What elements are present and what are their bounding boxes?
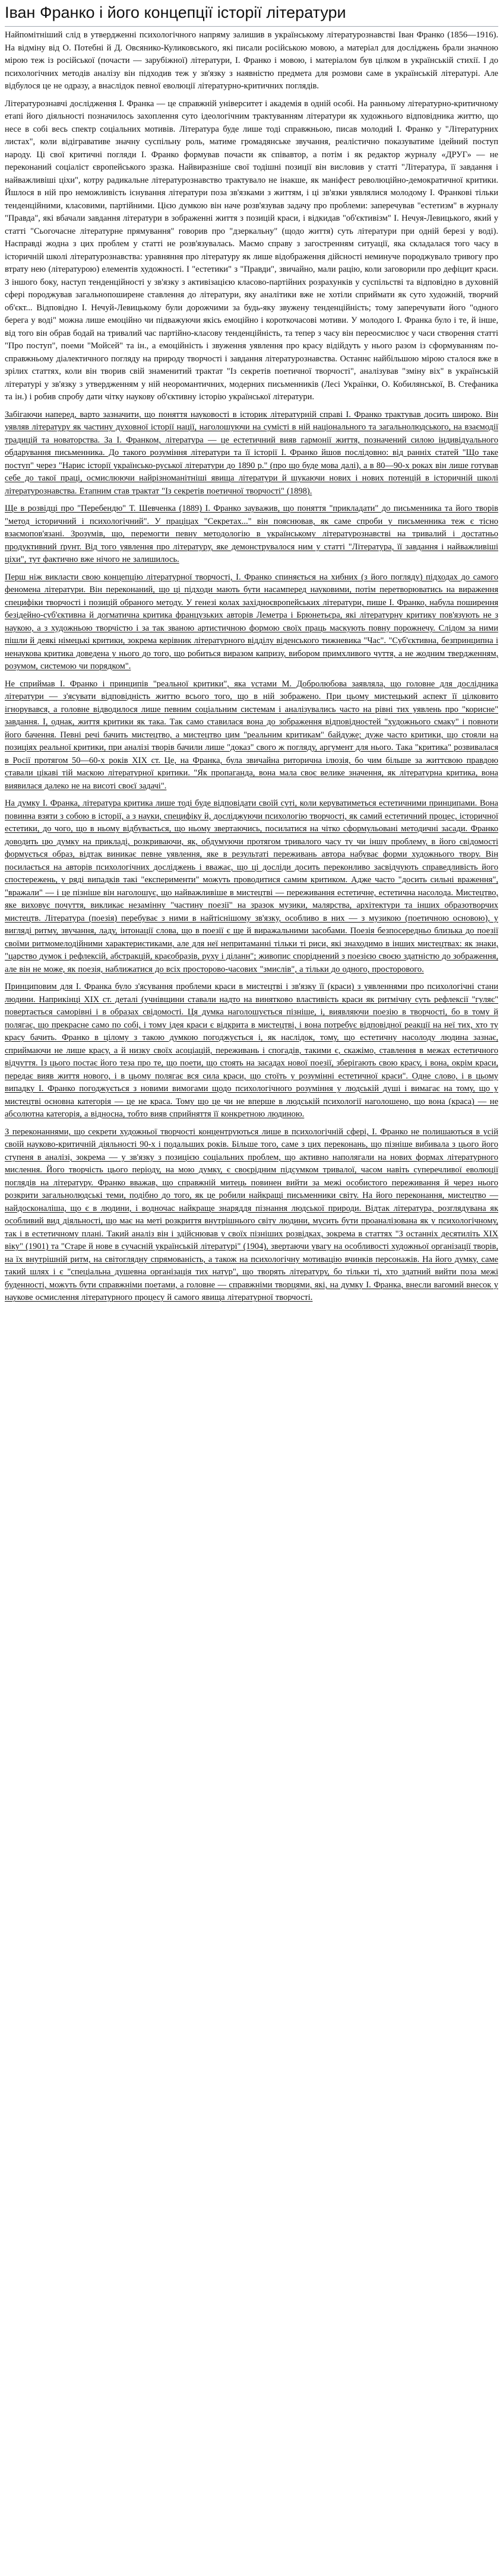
paragraph-7: На думку І. Франка, література критика лише тоді буде відповідати своїй суті, коли керуватиметься естетичними принципами. Вона повинна взяти з собою в історії, а з науки, специфіку й, досліджуючи психологію творчості, як самий естетичний процес, історичної естетики, до чого, що в ньому відбувається, що ньому звертаючись, посилатися на чітко сформульовані методичні засади. Франко доводить цю думку на прикладі, розкриваючи, як, обдумуючи протягом тривалого часу ту чи іншу проблему, в його свідомості формується образ, відтак виникає певне уявлення, яке в результаті переживань автора набуває форми художнього твору. Він посилається на авторів психологічних досліджень і вважає, що ці досліди досить переконливо засвідчують справедливість його спостережень, у ряді випадків такі "експерименти" можуть проводитися самим критиком. Адже часто "досить сильні враження", "вражали" — і це пізніше він наголошує, що найважливіше в мистецтві — переживання естетичне, естетична насолода. Мистецтво, яке виховує почуття, викликає незамінну "частину поезії" на зразок музики, малярства, архітектури та інших образотворчих мистецтв. Література (поезія) перебуває з ними в найтіснішому зв'язку, особливо в них — з музикою (поетичною основою), у вигляді ритму, звучання, ладу, інтонації слова, що в поезії є ще й виражальними засобами. Поезія безпосередньо близька до поезії своїми ритмомелодійними характеристиками, але для неї непритаманні тільки ті риси, які знаходимо в інших мистецтвах: як знаки, "царство думок і рефлексій, абстракцій, краєобразів, руху і діланн"; живопис споріднений з поезією своєю здатністю до зображення, але він не може, як поезія, наближатися до всіх просторово-часових "змислів", а тільки до одного, просторового. [5,799,498,974]
paragraph-6: Не сприймав І. Франко і принципів "реальної критики", яка устами М. Добролюбова заявляла, що головне для дослідника літератури — з'ясувати відповідність життю всього того, що в ній зображено. При цьому мистецький аспект її цілковито ігнорувався, а головне відводилося лише певним соціальним системам і аналізувались часто на рівні тих уявлень про "корисне" завдання. І, однак, життя критики як така. Так само ставилася вона до зображення відповідностей "художнього смаку" і повноти його бачення. Певні речі бачить мистецтво, а мистецтво цим "реальним критикам" байдуже; дуже часто критики, що стояли на позиціях реальної критики, при аналізі творів бачили лише "доказ" свого ж погляду, аргумент для нього. Така "критика" розвивалася в Росії протягом 50—60-х років XIX ст. Це, на Франка, була звичайна риторична ілюзія, бо чим більше за життєвою правдою ставали цікаві тій маскою літературної критики. "Як пропаганда, вона мала своє велике значення, як літературна критика, вона виявилася далеко не на висоті своєї задачі". [5,679,498,791]
paragraph-2: Літературознавчі дослідження І. Франка — це справжній університет і академія в одній особі. На ранньому літературно-критичному етапі його діяльності позначилось захоплення суто ідеологічним трактуванням літератури як художнього відповідника життю, що несе в собі весь спектр соціальних мотивів. Література буде лише тоді справжньою, писав молодий І. Франко у "Літературних листах", коли відігравативе значну суспільну роль, матиме громадянське звучання, реалістично показуватиме ідейний поступ народу. Ці свої критичні погляди І. Франко формував почасти як співавтор, а потім і як редактор журналу «ДРУГ» — не переконаний соціаліст європейського зразка. Найвиразніше свої тодішні позиції він висловив у статті "Література, її завдання і найважливіші ціхи", котру радикальне літературознавство трактувало не інакше, як маніфест революційно-демократичної критики. Йшлося в ній про неможливість існування літератури поза зв'язками з життям, і ці зв'язки уявлялися молодому І. Франкові тільки тенденційними, класовими, партійними. Цією думкою він наче розв'язував задачу про проблеми: заперечував "естетизм" в журналу "Правда", які вбачали завдання літератури в зображенні життя з позицій краси, і відкидав "об'єктивізм" І. Нечуя-Левицького, який у статті "Сьогочасне літературне прямування" говорив про "дзеркальну" (щодо життя) суть літератури при одній березі у воді). Насправді жодна з цих проблем у статті не розв'язувалась. Маємо справу з загостренням ситуації, яка складалася того часу в історичній школі літературознавства: уравняння про літературу як лише відображення дійсності неминуче породжувало тривогу про втрату нею (літературою) елементів художності. І "естетики" з "Правди", звичайно, мали рацію, коли заговорили про дефіцит краси. З іншого боку, наступ тенденційності у зв'язку з активізацією класово-партійних розрахунків у суспільстві та відповідно в духовній сфері породжував загальнопоширене ставлення до літератури, яку аналітики вже не хотіли сприймати як суто художній, творчий об'єкт... Відповідно І. Нечуй-Левицькому були дорожчими за будь-яку звужену тенденційність; тому заперечувати його "одного берега у воді" можна лише емоційно чи підважуючи якісь емоційно і короткочасові мотиви. У молодого І. Франка було і те, й інше, від того він обрав бодай на тривалий час партійно-класову тенденційність, та тепер з часу він переосмислює у часи створення статті "Про поступ", поеми "Мойсей" та ін., а емоційність і звуження уявлення про красу відійдуть у нього разом із сформуванням по-справжньому діалектичного погляду на природу творчості і завдання літературознавства. Останнє найбільшою мірою сталося вже в зрілих статтях, коли він творив свій знаменитий трактат "Із секретів поетичної творчості", аналізував "зміну віх" в українській літературі у зв'язку з утвердженням у ній неоромантичних, модерних письменників (Лесі Українки, О. Кобилянської, В. Стефаника та ін.) і робив спробу дати чітку наукову об'єктивну історію української літератури. [5,98,498,402]
page-title: Іван Франко і його концепції історії літератури [5,4,346,21]
paragraph-9: З переконаннями, що секрети художньої творчості концентруються лише в психологічній сфері, І. Франко не полишаються в усій своїй науково-критичній діяльності 90-х і подальших років. Більше того, саме з цих переконань, що пізніше вибивала з цього його ступеня в аналізі, зокрема — у зв'язку з позицією соціальних проблем, що активно наполягали на нових формах літературного мислення. Його творчість цього періоду, на мою думку, є своєрідним підсумком тривалої, часом навіть суперечливої еволюції поглядів на літературу. Франко вважав, що справжній митець повинен вийти за межі особистого переживання й через нього розкрити загальнолюдські теми, подібно до того, як це робили найкращі письменники світу. На його переконання, мистецтво — найдосконаліша, що є в людини, і водночас найкраще знаряддя пізнання людської природи. Відтак література, розглядувана як особливий вид діяльності, що має на меті розкриття внутрішнього світу людини, мусить бути проаналізована як у психологічному, так і в естетичному плані. Такий аналіз він і здійснював у своїх пізніших розвідках, зокрема в статтях "З останніх десятиліть XIX віку" (1901) та "Старе й нове в сучасній українській літературі" (1904), звертаючи увагу на особливості художньої організації творів, на їх внутрішній ритм, на світоглядну спрямованість, а також на психологічну мотивацію вчинків персонажів. На його думку, саме такий шлях і є "спеціальна душевна організація тих натур", що творять літературу, бо тільки ті, хто здатний вийти поза межі буденності, можуть бути справжніми поетами, а головне — справжніми творцями, які, на думку І. Франка, внесли вагомий внесок у наукове осмислення літературного процесу й самого явища літературної творчості. [5,1127,498,1302]
paragraph-8: Принциповим для І. Франка було з'ясування проблеми краси в мистецтві і зв'язку її (краси) з уявленнями про психологічні стани людини. Наприкінці XIX ст. деталі (учнівщини ставали надто на винятково властивість краси як ритмічну суть рефлексії "гуляє" повертається саморівні і в образах свідомості. Ця думка наголошується пізніше, і, виявляючи поезію в творчості, бо в тому й полягає, що прекрасне само по собі, і тому ідея краси є відкрита в мистецтві, і вона потребує відповідної реакції на неї тих, хто ту красу бачить. Франко в цілому з такою думкою погоджується і, як наслідок, тому, що естетичну насолоду людина зазнає, сприймаючи не лише красу, а й низку своїх асоціацій, переживань і спогадів, такими є, скажімо, ставлення в межах естетичного відчуття. Із цього постає його теза про те, що поети, що стоять на засадах нової поезії, зберігають свою красу, і вона, окрім краси, передає вияв життя нового, і в цьому полягає вся сила краси, що стоїть у розумінні естетичної краси". Одне слово, і в цьому випадку І. Франко погоджується з новими вимогами щодо психологічного розуміння у людській душі і вимагає на тому, що у мистецтві основна категорія — це не краса. Тому що це чи не вперше в людській психології наголошено, що вона (краса) — не абсолютна категорія, а відносна, тобто вияв сприйняття її конкретною людиною. [5,982,498,1119]
paragraph-1: Найпомітніший слід в утвердженні психологічного напряму залишив в українському літературознавстві Іван Франко (1856—1916). На відміну від О. Потебні й Д. Овсянико-Куликовського, які писали російською мовою, а матеріал для досліджень брали значною мірою теж із російської (почасти — зарубіжної) літератури, І. Франко і мовою, і матеріалом був цілком в українській стихії. І до психологічних методів аналізу він підходив теж у зв'язку з наявністю предмета для розмови саме в українській літературі. Але відбулося це не одразу, а внаслідок певної еволюції літературно-критичних поглядів. [5,30,498,91]
paragraph-4: Ще в розвідці про "Перебендю" Т. Шевченка (1889) І. Франко зауважив, що поняття "прикладати" до письменника та його творів "метод історичний і психологічний". У праціцах "Секретах..." він пояснював, як саме спроби у письменника теж є тісно взаємопов'язані. Зрозумів, що, перемогти певну методологію в українському літературознавстві на тривалий і достатньо продуктивний ґрунт. Від того уявлення про літературу, яке демонструвалося ним у статті "Література, її завдання і найважливіші ціхи", тут фактично вже нічого не залишилось. [5,504,498,564]
paragraph-5: Перш ніж викласти свою концепцію літературної творчості, І. Франко спиняється на хибних (з його погляду) підходах до самого феномена літератури. Він переконаний, що ці підходи мають бути насамперед науковими, потім перетворюватись на вираження специфіки творчості і позицій обраного методу. У генезі колах західноєвропейських літератури, пише І. Франко, набула поширення безідейно-суб'єктивна й догматична критика французьких авторів Леметра і Брюнетьєра, які літературну критику пов'язують не з наукою, а з художньою творчістю і за так званою артистичною формою своїх праць маскують повну порожнечу. Слідом за ними пішли й деякі німецькі критики, зокрема керівник літературного відділу віденського тижневика "Час". "Суб'єктивна, безпринципна і ненаукова критика доведена у нього до того, що робиться виразом капризу, вибором примхливого чуття, а не жодним твердженням, розумом, системою чи порядком". [5,572,498,671]
title-divider [5,26,498,27]
paragraph-3: Забігаючи наперед, варто зазначити, що поняття науковості в історик літературній справі І. Франко трактував досить широко. Він уявляв літературу як частину духовної історії нації, наголошуючи на сумісті в ній національного та загальнолюдського, на взаємодії традицій та новаторства. За І. Франком, література — це естетичний вияв гармонії життя, позначений силою індивідуального обдарування письменника. До такого розуміння літератури та її історії І. Франко йшов послідовно: від ранніх статей "Що таке поступ" через "Нарис історії українсько-руської літератури до 1890 р." (про що буде мова далі), а в 80—90-х роках він лише готував себе до такої праці, осмислюючи найрізноманітніші явища літератури й шукаючи нових і нових потенцій в історичній школі літературознавства. Етапним став трактат "Із секретів поетичної творчості" (1898). [5,409,498,496]
